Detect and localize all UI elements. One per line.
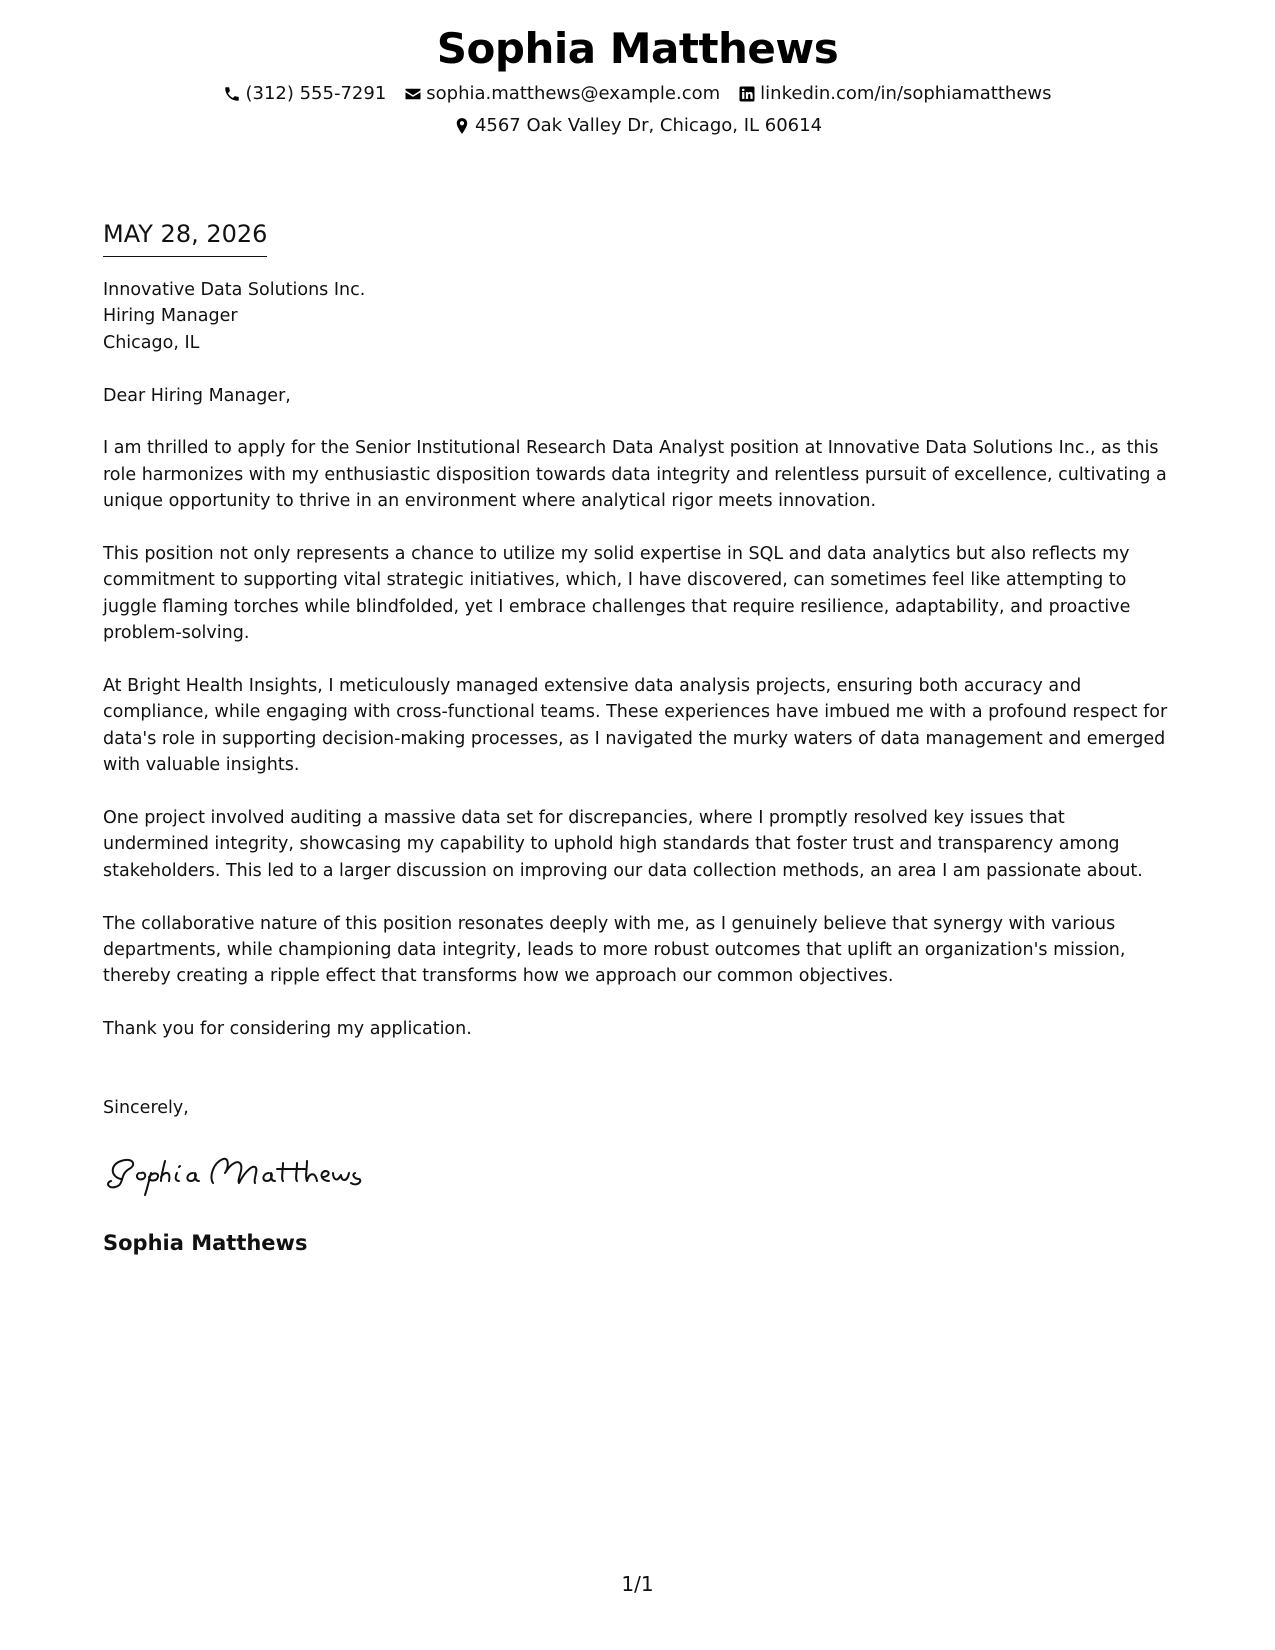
recipient-company: Innovative Data Solutions Inc. (103, 280, 366, 300)
paragraph: This position not only represents a chance to utilize my solid expertise in SQL and data analytics but also reflects my commitment to supporting vital strategic initiatives, which, I have discovered, can sometimes feel like attempting to juggle flaming torches while blindfolded, yet I embrace challenges that require resilience, adaptability, and proactive problem-solving. (103, 544, 1131, 644)
envelope-icon (404, 85, 422, 103)
address-text: 4567 Oak Valley Dr, Chicago, IL 60614 (474, 115, 823, 136)
phone-icon (223, 85, 241, 103)
address-line (0, 114, 1275, 138)
sender-name: Sophia Matthews (436, 24, 839, 73)
linkedin-link[interactable]: linkedin.com/in/sophiamatthews (760, 83, 1052, 104)
letter-header (0, 22, 1275, 138)
thank-you-line: Thank you for considering my application. (103, 1019, 472, 1040)
email-link[interactable]: sophia.matthews@example.com (426, 83, 721, 104)
handwritten-signature (103, 1139, 403, 1199)
salutation: Dear Hiring Manager, (103, 385, 291, 406)
recipient-title: Hiring Manager (103, 306, 238, 327)
letter-body (103, 218, 1173, 1257)
letter-date: MAY 28, 2026 (103, 218, 267, 257)
page-number: 1/1 (621, 1572, 654, 1596)
contact-phone (223, 82, 386, 106)
paragraph: I am thrilled to apply for the Senior Institutional Research Data Analyst position at Innovative Data Solutions Inc., as this role harmonizes with my enthusiastic disposition towards data integrity and relentless pursuit of excellence, cultivating a unique opportunity to thrive in an environment where analytical rigor meets innovation. (103, 438, 1167, 512)
paragraph: One project involved auditing a massive data set for discrepancies, where I promptly resolved key issues that undermined integrity, showcasing my capability to uphold high standards that foster trust and transparency among stakeholders. This led to a larger discussion on improving our data collection methods, an area I am passionate about. (103, 808, 1143, 881)
recipient-block (103, 277, 1173, 356)
contact-line (0, 82, 1275, 106)
paragraph: At Bright Health Insights, I meticulously managed extensive data analysis projects, ensuring both accuracy and compliance, while engaging with cross-functional teams. These experiences have imbued me with a profound respect for data's role in supporting decision-making processes, as I navigated the murky waters of data management and emerged with valuable insights. (103, 676, 1168, 776)
contact-address (453, 114, 822, 138)
contact-linkedin[interactable] (738, 82, 1051, 106)
phone-text: (312) 555-7291 (245, 83, 387, 104)
paragraph: The collaborative nature of this position resonates deeply with me, as I genuinely believe that synergy with various departments, while championing data integrity, leads to more robust outcomes that uplift an organization's mission, thereby creating a ripple effect that transforms how we approach our common objectives. (103, 913, 1126, 987)
linkedin-icon (738, 85, 756, 103)
closing: Sincerely, (103, 1097, 189, 1118)
recipient-location: Chicago, IL (103, 332, 200, 353)
signer-name: Sophia Matthews (103, 1231, 308, 1256)
contact-email[interactable] (404, 82, 720, 106)
map-marker-icon (453, 117, 471, 135)
